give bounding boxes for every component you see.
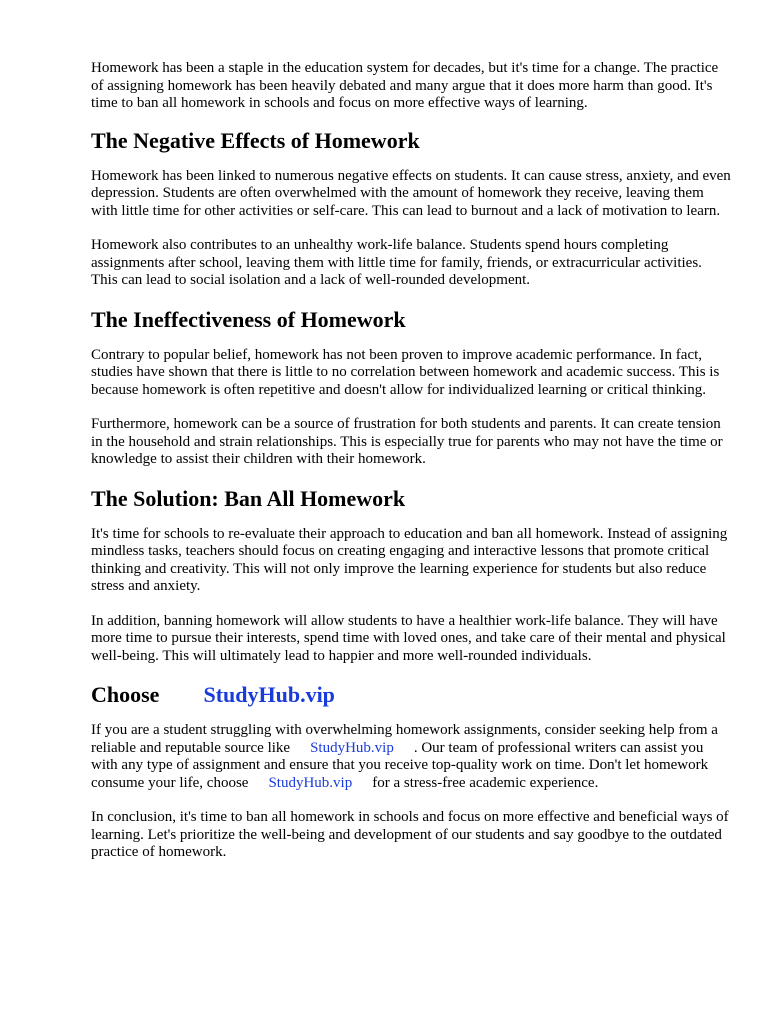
choose-paragraph (91, 722, 731, 792)
section-paragraph: Homework has been linked to numerous negative effects on students. It can cause stress, anxiety, and even depression. Students are often overwhelmed with the amount of homework they receive, leaving them with little time for other activities or self-care. This can lead to burnout and a lack of motivation to learn. (91, 167, 731, 219)
section-heading: The Solution: Ban All Homework (91, 485, 406, 511)
section-ineffectiveness (91, 307, 731, 469)
conclusion-paragraph: In conclusion, it's time to ban all homework in schools and focus on more effective and beneficial ways of learning. Let's prioritize the well-being and development of our students and say goodbye to the outdated practice of homework. (91, 809, 729, 860)
document-page (91, 60, 731, 879)
section-negative-effects (91, 128, 731, 290)
studyhub-link[interactable]: StudyHub.vip (310, 739, 394, 756)
section-choose (91, 682, 731, 792)
studyhub-heading-link[interactable]: StudyHub.vip (203, 682, 335, 707)
section-paragraph: Furthermore, homework can be a source of frustration for both students and parents. It can create tension in the household and strain relationships. This is especially true for parents who may not have the time or knowledge to assist their children with their homework. (91, 416, 723, 467)
choose-text-part2: . Our team of professional writers can assist you with any type of assignment and ensure that you receive top-quality work on time. Don't let homework consume your life, choose (91, 739, 709, 791)
section-paragraph: Homework also contributes to an unhealthy work-life balance. Students spend hours completing assignments after school, leaving them with little time for family, friends, or extracurricular activities. This can lead to social isolation and a lack of well-rounded development. (91, 237, 702, 288)
section-paragraph: Contrary to popular belief, homework has not been proven to improve academic performance. In fact, studies have shown that there is little to no correlation between homework and academic success. This is because homework is often repetitive and doesn't allow for individualized learning or critical thinking. (91, 346, 720, 398)
intro-paragraph: Homework has been a staple in the education system for decades, but it's time for a change. The practice of assigning homework has been heavily debated and many argue that it does more harm than good. It's time to ban all homework in schools and focus on more effective ways of learning. (91, 60, 719, 111)
section-solution (91, 486, 731, 666)
section-paragraph: It's time for schools to re-evaluate their approach to education and ban all homework. Instead of assigning mindless tasks, teachers should focus on creating engaging and interactive lessons that promote critical thinking and creativity. This will not only improve the learning experience for students but also reduce stress and anxiety. (91, 525, 728, 594)
choose-text-part1: If you are a student struggling with overwhelming homework assignments, consider seeking help from a reliable and reputable source like (91, 722, 718, 756)
section-heading: The Ineffectiveness of Homework (91, 306, 406, 332)
studyhub-link[interactable]: StudyHub.vip (268, 774, 353, 791)
choose-heading (91, 682, 731, 708)
choose-text-part3: for a stress-free academic experience. (372, 774, 599, 791)
section-paragraph: In addition, banning homework will allow students to have a healthier work-life balance. They will have more time to pursue their interests, spend time with loved ones, and take care of their mental and physical well-being. This will ultimately lead to happier and more well-rounded individuals. (91, 612, 726, 664)
section-heading: The Negative Effects of Homework (91, 127, 420, 153)
choose-heading-prefix: Choose (91, 682, 160, 707)
